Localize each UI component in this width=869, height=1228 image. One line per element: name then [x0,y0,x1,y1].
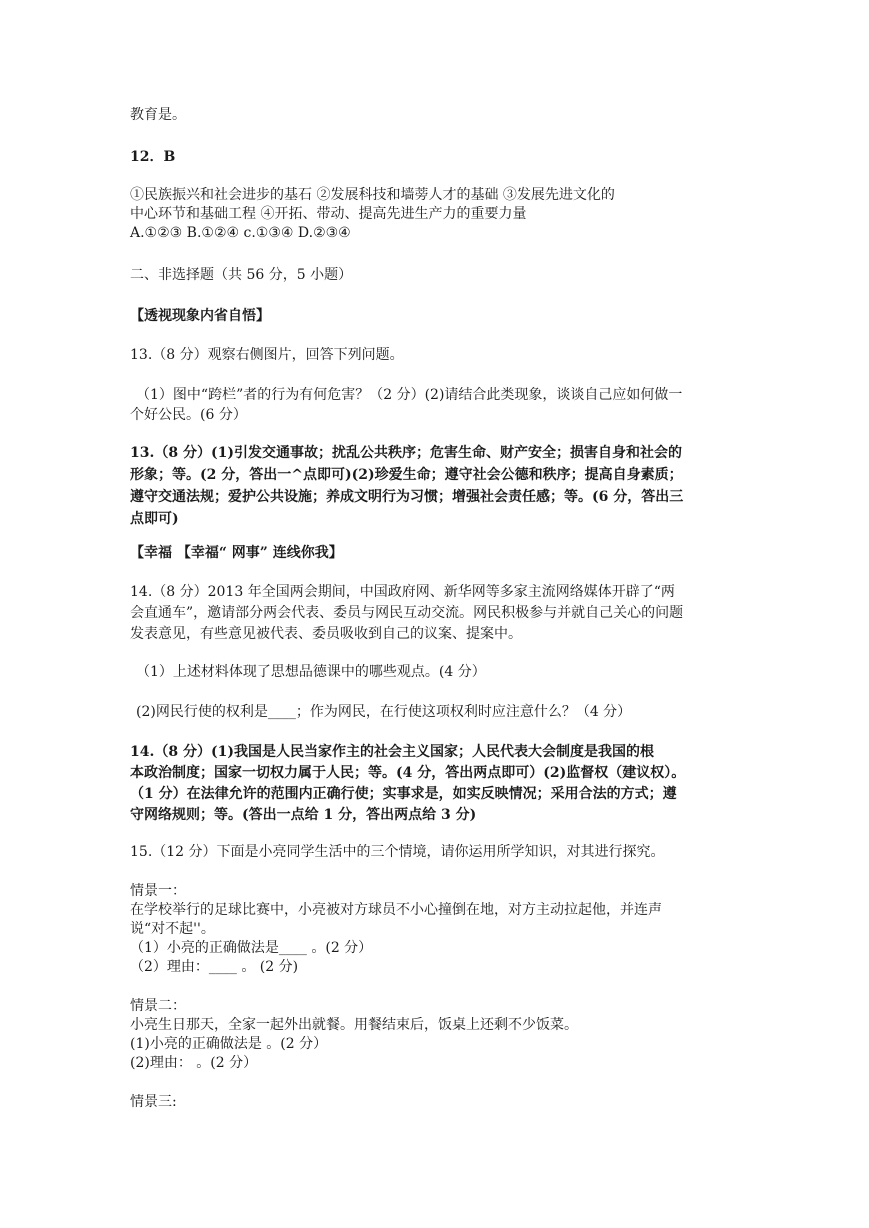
scenario-heading: 情景一： [130,883,186,899]
question-14: 发表意见，有些意见被代表、委员吸收到自己的议案、提案中。 [130,626,522,642]
text-line: 教育是。 [130,107,186,123]
answer-14: 本政治制度；国家一切权力属于人民；等。(4 分，答出两点即可）(2)监督权（建议权）。 [130,765,686,781]
sub-question: (1)小亮的正确做法是 。(2 分） [130,1036,328,1052]
question-14: 会直通车”，邀请部分两会代表、委员与网民互动交流。网民积极参与并就自己关心的问题 [130,605,684,621]
scenario-heading: 情景二： [130,998,186,1014]
answer-heading: 12．B [130,149,176,165]
answer-13: 形象；等。(2 分，答出一^点即可)(2)珍爱生命；遵守社会公德和秩序；提高自身素质； [130,467,683,483]
sub-question: (2)理由： 。(2 分） [130,1055,258,1071]
answer-14: （1 分）在法律允许的范围内正确行使；实事求是，如实反映情况；采用合法的方式；遵 [130,786,677,802]
scenario-heading: 情景三: [130,1094,177,1110]
choice-options: A.①②③ B.①②④ c.①③④ D.②③④ [130,225,351,241]
question-13: 13.（8 分）观察右侧图片，回答下列问题。 [130,347,404,363]
sub-question: （2）理由：____ 。 (2 分) [130,959,299,975]
topic-heading: 【幸福 【幸福“ 网事” 连线你我】 [130,545,343,561]
text-line: 个好公民。(6 分） [130,407,247,423]
section-heading: 二、非选择题（共 56 分，5 小题） [130,267,353,283]
sub-question: (2)网民行使的权利是____；作为网民，在行使这项权利时应注意什么？（4 分） [136,704,632,720]
question-14: 14.（8 分）2013 年全国两会期间，中国政府网、新华网等多家主流网络媒体开辟了“两 [130,584,675,600]
sub-question: （1）上述材料体现了思想品德课中的哪些观点。(4 分） [136,664,486,680]
text-line: 说“对不起''。 [130,921,215,937]
answer-13: 遵守交通法规；爱护公共设施；养成文明行为习惯；增强社会责任感；等。(6 分，答出三 [130,489,684,505]
text-line: 在学校举行的足球比赛中，小亮被对方球员不小心撞倒在地，对方主动拉起他，并连声 [130,902,662,918]
answer-13: 13.（8 分）(1)引发交通事故；扰乱公共秩序；危害生命、财产安全；损害自身和社会的 [130,445,682,461]
answer-14: 14.（8 分）(1)我国是人民当家作主的社会主义国家；人民代表大会制度是我国的根 [130,744,654,760]
text-line: 中心环节和基础工程 ④开拓、带动、提高先进生产力的重要力量 [130,206,527,222]
text-line: （1）图中“跨栏”者的行为有何危害？（2 分）(2)请结合此类现象，谈谈自己应如何做一 [136,387,683,403]
question-15: 15.（12 分）下面是小亮同学生活中的三个情境，请你运用所学知识，对其进行探究。 [130,844,665,860]
text-line: 小亮生日那天，全家一起外出就餐。用餐结束后，饭桌上还剩不少饭菜。 [130,1017,578,1033]
sub-question: （1）小亮的正确做法是____ 。(2 分） [130,940,373,956]
answer-13: 点即可) [130,511,179,527]
topic-heading: 【透视现象内省自悟】 [130,308,270,324]
answer-14: 守网络规则；等。(答出一点给 1 分，答出两点给 3 分) [130,807,477,823]
text-line: ①民族振兴和社会进步的基石 ②发展科技和墙蒡人才的基础 ③发展先进文化的 [130,187,615,203]
